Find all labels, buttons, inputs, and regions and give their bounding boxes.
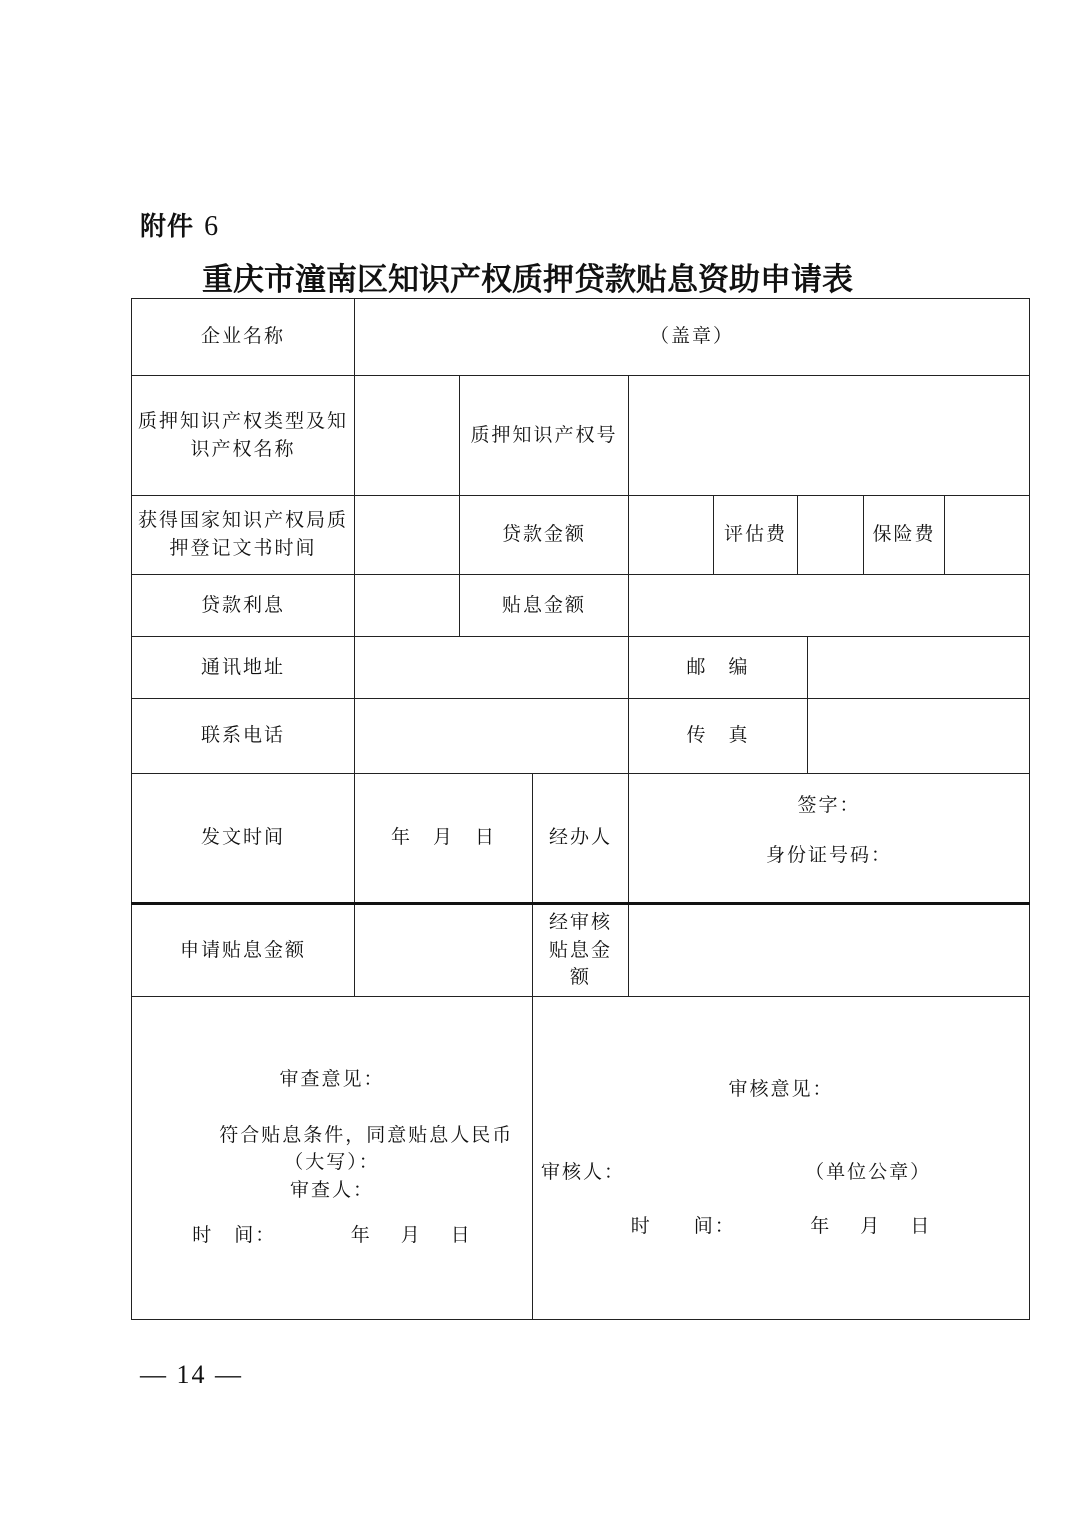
row-interest [132,575,1030,637]
loan-interest-field[interactable] [355,575,460,637]
row-loan-info [132,496,1030,575]
company-name-label: 企业名称 [132,299,355,376]
review-opinion-box[interactable] [132,997,533,1320]
address-field[interactable] [355,637,629,699]
insurance-fee-field[interactable] [945,496,1030,575]
row-issue [132,774,1030,904]
fax-label: 传 真 [629,699,808,774]
review-statement: 符合贴息条件，同意贴息人民币（大写）： [219,1123,514,1174]
attachment-label [140,206,219,243]
subsidy-amount-field[interactable] [629,575,1030,637]
row-phone [132,699,1030,774]
ip-number-field[interactable] [629,376,1030,496]
audit-seal: （单位公章） [805,1161,932,1184]
postcode-field[interactable] [808,637,1030,699]
ip-type-label-text: 质押知识产权类型及知识产权名称 [138,409,349,460]
signature-label: 签字： [797,794,861,817]
review-title: 审查意见： [279,1068,385,1091]
ip-type-field[interactable] [355,376,460,496]
row-company-name [132,299,1030,376]
id-number-label: 身份证号码： [766,844,893,866]
form-title: 重庆市潼南区知识产权质押贷款贴息资助申请表 [202,262,853,298]
phone-field[interactable] [355,699,629,774]
handler-label: 经办人 [533,774,629,904]
appraisal-fee-field[interactable] [798,496,864,575]
loan-amount-label: 贷款金额 [460,496,629,575]
apply-subsidy-field[interactable] [355,904,533,997]
registration-time-label-text: 获得国家知识产权局质押登记文书时间 [138,509,349,559]
fax-field[interactable] [808,699,1030,774]
application-form-table [131,298,1030,1320]
review-time: 时 间： 年 月 日 [192,1224,472,1247]
row-subsidy-apply [132,904,1030,997]
approved-subsidy-label [533,904,629,997]
loan-interest-label: 贷款利息 [132,575,355,637]
issue-date-field[interactable]: 年 月 日 [355,774,533,904]
row-opinions [132,997,1030,1320]
row-address [132,637,1030,699]
attachment-number: 6 [204,211,220,242]
postcode-label: 邮 编 [629,637,808,699]
insurance-fee-label: 保险费 [864,496,945,575]
reviewer-label: 审查人： [289,1178,374,1201]
approved-subsidy-label-text: 经审核贴息金额 [548,911,612,989]
appraisal-fee-label: 评估费 [714,496,798,575]
registration-time-field[interactable] [355,496,460,575]
loan-amount-field[interactable] [629,496,714,575]
row-ip-info [132,376,1030,496]
subsidy-amount-label: 贴息金额 [460,575,629,637]
audit-title: 审核意见： [728,1077,834,1100]
ip-type-label [132,376,355,496]
audit-time: 时 间： 年 月 日 [630,1214,932,1237]
phone-label: 联系电话 [132,699,355,774]
handler-field[interactable] [629,774,1030,904]
approved-subsidy-field[interactable] [629,904,1030,997]
attachment-label-text: 附件 [140,212,195,242]
auditor-label: 审核人： [541,1161,626,1184]
company-name-field[interactable] [355,299,1030,376]
registration-time-label [132,496,355,575]
apply-subsidy-label: 申请贴息金额 [132,904,355,997]
seal-note: （盖章） [650,325,735,348]
audit-opinion-box[interactable] [533,997,1030,1320]
page-number: — 14 — [140,1360,243,1389]
ip-number-label: 质押知识产权号 [460,376,629,496]
issue-time-label: 发文时间 [132,774,355,904]
address-label: 通讯地址 [132,637,355,699]
